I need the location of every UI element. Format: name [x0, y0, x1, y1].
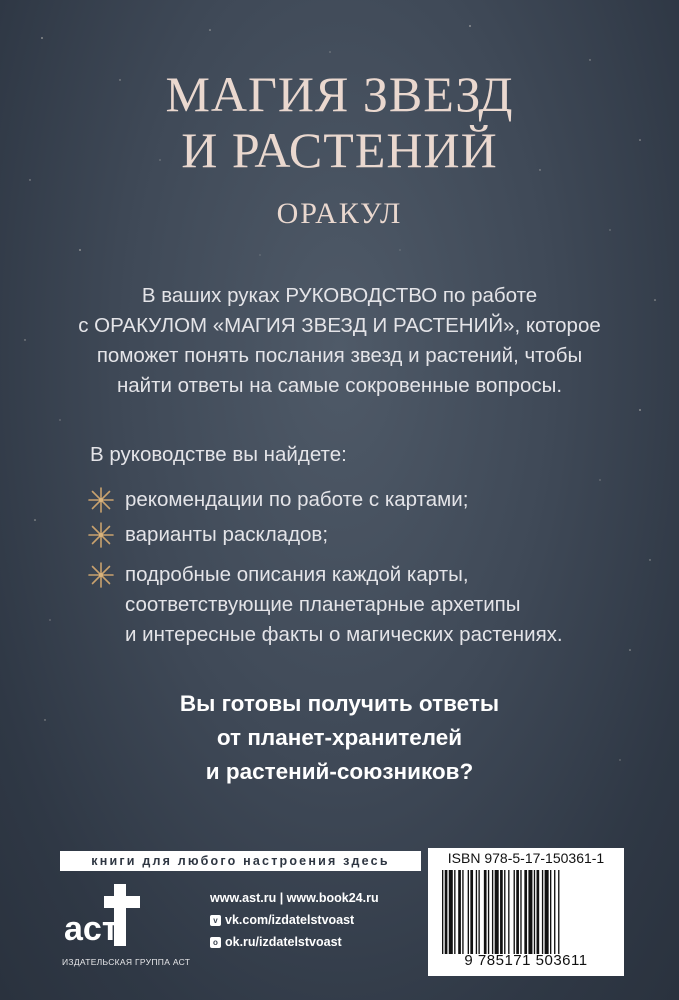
barcode-bar: [550, 870, 551, 954]
tagline-banner: книги для любого настроения здесь: [60, 851, 421, 871]
question-line: Вы готовы получить ответы: [179, 691, 500, 716]
book-title-line-1: МАГИЯ ЗВЕЗД: [165, 66, 514, 122]
barcode-bar: [537, 870, 540, 954]
ok-link[interactable]: [210, 931, 379, 953]
barcode-bar: [478, 870, 479, 954]
publisher-links: [210, 887, 379, 953]
barcode-bar: [528, 870, 532, 954]
list-item-text: рекомендации по работе с картами;: [125, 488, 469, 511]
isbn-text: ISBN 978-5-17-150361-1: [447, 850, 605, 866]
sparkle-star-icon: [88, 522, 114, 548]
barcode-bar: [500, 870, 503, 954]
intro-paragraph: [0, 281, 679, 401]
closing-question: [0, 687, 679, 789]
vk-icon: v: [210, 915, 221, 926]
list-item: [88, 485, 468, 515]
list-item-text: подробные описания каждой карты,: [125, 563, 469, 586]
question-line: от планет-хранителей: [216, 725, 463, 750]
barcode-bar: [476, 870, 477, 954]
barcode-bar: [516, 870, 519, 954]
list-heading: В руководстве вы найдете:: [90, 443, 347, 466]
question-line: и растений-союзников?: [205, 759, 474, 784]
barcode-bar: [454, 870, 455, 954]
barcode-bar: [542, 870, 543, 954]
barcode-bar: [520, 870, 521, 954]
barcode-bar: [558, 870, 559, 954]
intro-line: найти ответы на самые сокровенные вопросы.: [116, 374, 563, 397]
book-title-line-2: И РАСТЕНИЙ: [181, 122, 498, 178]
barcode-bar: [488, 870, 489, 954]
list-item: [88, 560, 563, 650]
websites-text: www.ast.ru | www.book24.ru: [210, 891, 379, 905]
publisher-name: ИЗДАТЕЛЬСКАЯ ГРУППА АСТ: [62, 957, 191, 967]
intro-line: В ваших руках РУКОВОДСТВО по работе: [141, 284, 538, 307]
barcode-bar: [445, 870, 448, 954]
barcode-bar: [462, 870, 463, 954]
barcode-bar: [449, 870, 453, 954]
logo-text: аст: [64, 910, 119, 948]
sparkle-star-icon: [88, 562, 114, 588]
barcode-bar: [534, 870, 535, 954]
list-item-text: соответствующие планетарные архетипы: [125, 593, 521, 616]
barcode-bar: [504, 870, 505, 954]
isbn-barcode: [428, 848, 624, 976]
list-item: [88, 520, 328, 550]
intro-line: с ОРАКУЛОМ «МАГИЯ ЗВЕЗД И РАСТЕНИЙ», которое: [78, 314, 601, 337]
book-subtitle: ОРАКУЛ: [276, 197, 403, 230]
barcode-bar: [468, 870, 469, 954]
vk-text: vk.com/izdatelstvoast: [225, 913, 355, 927]
vk-link[interactable]: [210, 909, 379, 931]
barcode-bar: [442, 870, 443, 954]
barcode-bar: [554, 870, 555, 954]
barcode-bar: [545, 870, 549, 954]
publisher-logo: [62, 880, 150, 952]
websites-link[interactable]: [210, 887, 379, 909]
barcode-bars: [440, 870, 612, 954]
barcode-bar: [470, 870, 473, 954]
barcode-bar: [492, 870, 493, 954]
barcode-bar: [508, 870, 509, 954]
barcode-bar: [514, 870, 515, 954]
barcode-digits: 9 785171 503611: [464, 952, 588, 969]
ok-text: ok.ru/izdatelstvoast: [225, 935, 342, 949]
ok-icon: o: [210, 937, 221, 948]
sparkle-star-icon: [88, 487, 114, 513]
barcode-bar: [495, 870, 499, 954]
list-item-text: варианты раскладов;: [125, 523, 329, 546]
intro-line: поможет понять послания звезд и растений, чтобы: [96, 344, 583, 367]
barcode-bar: [484, 870, 487, 954]
list-item-text: и интересные факты о магических растениях.: [125, 623, 563, 646]
barcode-bar: [458, 870, 461, 954]
barcode-bar: [524, 870, 527, 954]
